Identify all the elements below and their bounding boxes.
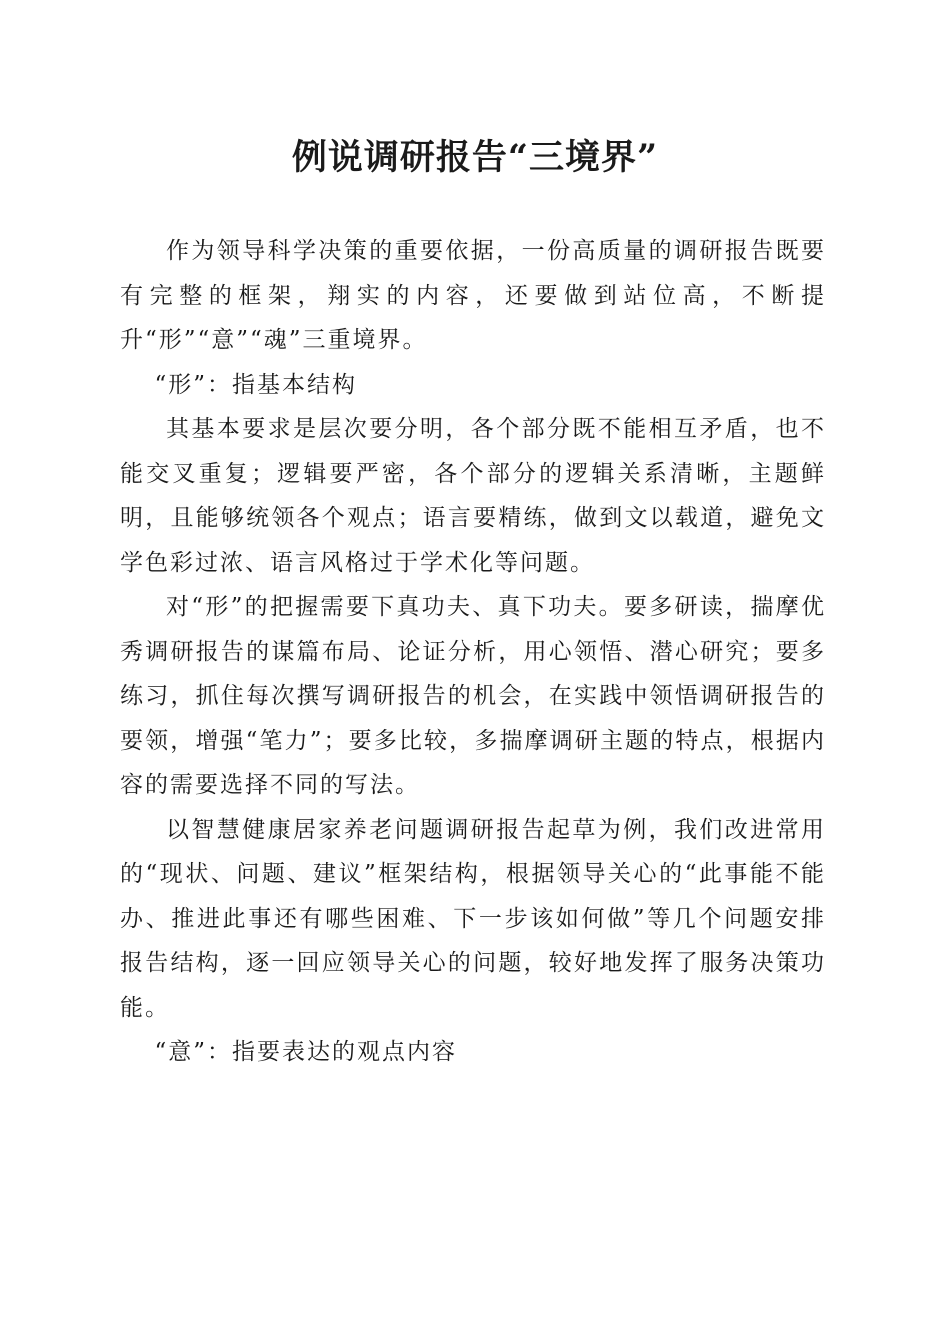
section-heading-meaning: “意”：指要表达的观点内容 bbox=[154, 1039, 458, 1065]
document-body bbox=[120, 229, 826, 1075]
intro-paragraph: 作为领导科学决策的重要依据，一份高质量的调研报告既要有完整的框架，翔实的内容，还要做到站位高，不断提升“形”“意”“魂”三重境界。 bbox=[120, 238, 826, 353]
section-heading-form: “形”：指基本结构 bbox=[154, 371, 358, 398]
body-paragraph: 其基本要求是层次要分明，各个部分既不能相互矛盾，也不能交叉重复；逻辑要严密，各个部分的逻辑关系清晰，主题鲜明，且能够统领各个观点；语言要精练，做到文以载道，避免文学色彩过浓、语言风格过于学术化等问题。 bbox=[120, 416, 826, 576]
document-title: 例说调研报告“三境界” bbox=[291, 137, 659, 178]
body-paragraph: 以智慧健康居家养老问题调研报告起草为例，我们改进常用的“现状、问题、建议”框架结构，根据领导关心的“此事能不能办、推进此事还有哪些困难、下一步该如何做”等几个问题安排报告结构，逐一回应领导关心的问题，较好地发挥了服务决策功能。 bbox=[120, 816, 826, 1021]
body-paragraph: 对“形”的把握需要下真功夫、真下功夫。要多研读，揣摩优秀调研报告的谋篇布局、论证分析，用心领悟、潜心研究；要多练习，抓住每次撰写调研报告的机会，在实践中领悟调研报告的要领，增强“笔力”；要多比较，多揣摩调研主题的特点，根据内容的需要选择不同的写法。 bbox=[120, 594, 826, 798]
